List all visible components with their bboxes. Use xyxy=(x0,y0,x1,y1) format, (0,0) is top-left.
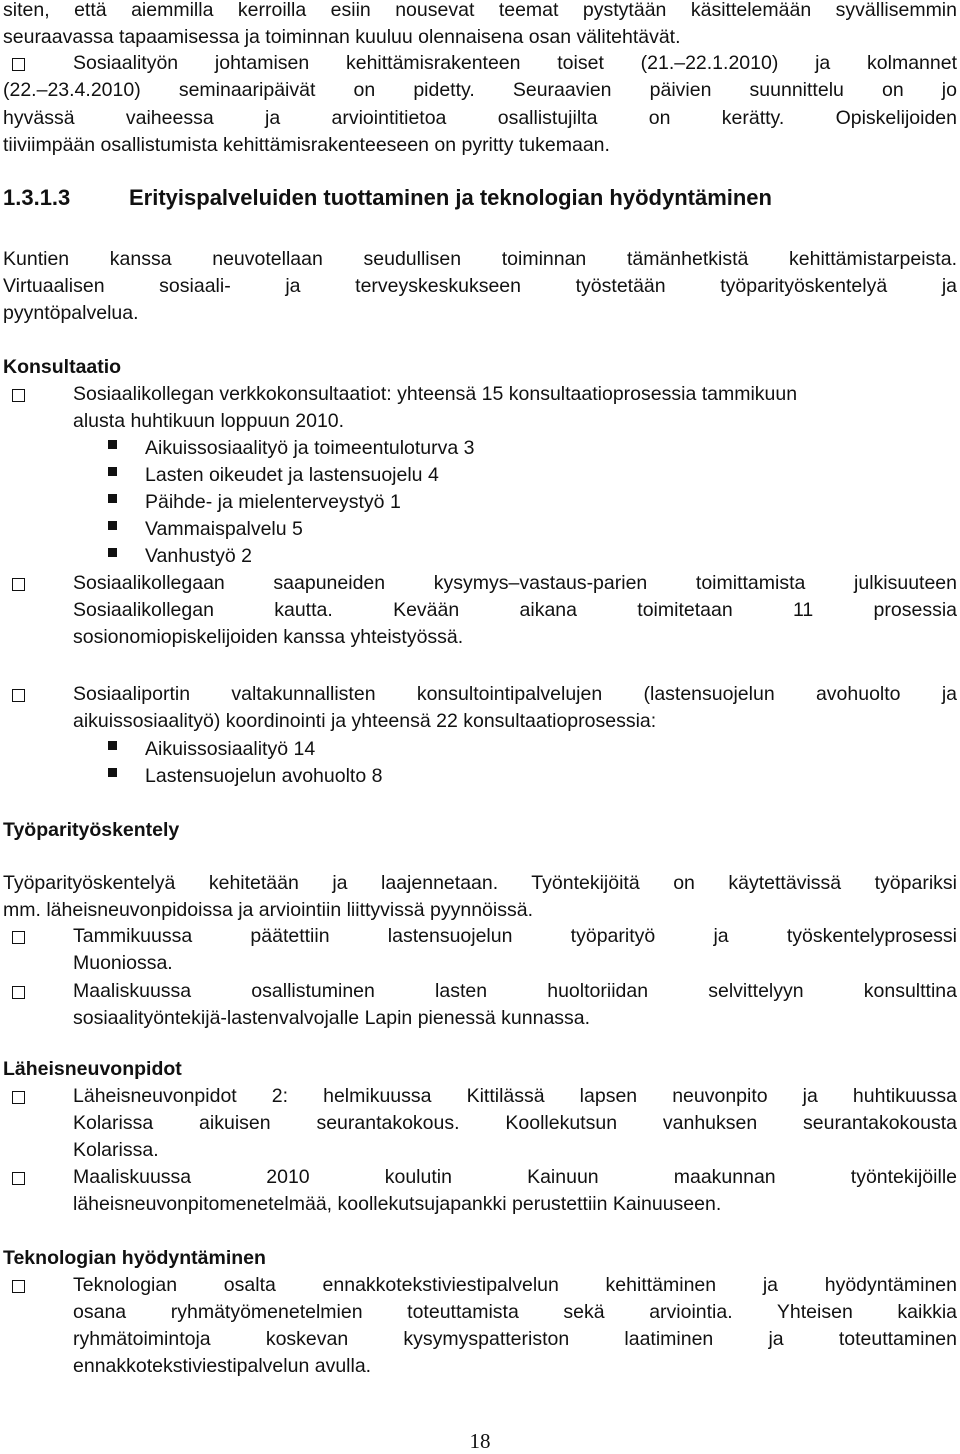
text-line: siten, että aiemmilla kerroilla esiin nousevat teemat pystytään käsittelemään syvällisemmin xyxy=(3,0,957,21)
text-line: Kolarissa aikuisen seurantakokous. Koollekutsun vanhuksen seurantakokousta xyxy=(73,1112,957,1134)
text-line: alusta huhtikuun loppuun 2010. xyxy=(73,410,345,432)
subheading: Työparityöskentely xyxy=(3,819,180,841)
text-line: Maaliskuussa osallistuminen lasten huoltoriidan selvittelyyn konsulttina xyxy=(73,980,957,1002)
text-line: ennakkotekstiviestipalvelun avulla. xyxy=(73,1355,372,1377)
subheading: Konsultaatio xyxy=(3,356,122,378)
text-line: Sosiaalikollegan kautta. Kevään aikana toimitetaan 11 prosessia xyxy=(73,599,957,621)
text-line: Tammikuussa päätettiin lastensuojelun työparityö ja työskentelyprosessi xyxy=(73,925,957,947)
square-bullet-icon xyxy=(108,548,117,557)
square-bullet-icon xyxy=(108,494,117,503)
text-line: sosionomiopiskelijoiden kanssa yhteistyössä. xyxy=(73,626,464,648)
list-item: Päihde- ja mielenterveystyö 1 xyxy=(145,491,401,513)
checkbox-bullet-icon xyxy=(12,578,25,591)
text-line: Läheisneuvonpidot 2: helmikuussa Kittilässä lapsen neuvonpito ja huhtikuussa xyxy=(73,1085,957,1107)
text-line: seuraavassa tapaamisessa ja toiminnan kuuluu olennaisena osan välitehtävät. xyxy=(3,26,681,48)
text-line: Maaliskuussa 2010 koulutin Kainuun maakunnan työntekijöille xyxy=(73,1166,957,1188)
list-item: Vanhustyö 2 xyxy=(145,545,252,567)
text-line: Virtuaalisen sosiaali- ja terveyskeskukseen työstetään työparityöskentelyä ja xyxy=(3,275,957,297)
section-number: 1.3.1.3 xyxy=(3,185,71,210)
text-line: Sosiaaliportin valtakunnallisten konsultointipalvelujen (lastensuojelun avohuolto ja xyxy=(73,683,957,705)
square-bullet-icon xyxy=(108,467,117,476)
text-line: mm. läheisneuvonpidoissa ja arviointiin liittyvissä pyynnöissä. xyxy=(3,899,533,921)
text-line: Työparityöskentelyä kehitetään ja laajennetaan. Työntekijöitä on käytettävissä työpariksi xyxy=(3,872,957,894)
text-line: Kuntien kanssa neuvotellaan seudullisen toiminnan tämänhetkistä kehittämistarpeista. xyxy=(3,248,957,270)
section-heading xyxy=(3,184,957,211)
checkbox-bullet-icon xyxy=(12,689,25,702)
checkbox-bullet-icon xyxy=(12,1280,25,1293)
list-item: Vammaispalvelu 5 xyxy=(145,518,303,540)
text-line: osana ryhmätyömenetelmien toteuttamista sekä arviointia. Yhteisen kaikkia xyxy=(73,1301,957,1323)
checkbox-bullet-icon xyxy=(12,986,25,999)
text-line: hyvässä vaiheessa ja arviointitietoa osallistujilta on kerätty. Opiskelijoiden xyxy=(3,107,957,129)
text-line: Kolarissa. xyxy=(73,1139,159,1161)
list-item: Aikuissosiaalityö ja toimeentuloturva 3 xyxy=(145,437,475,459)
subheading: Läheisneuvonpidot xyxy=(3,1058,182,1080)
text-line: Teknologian osalta ennakkotekstiviestipalvelun kehittäminen ja hyödyntäminen xyxy=(73,1274,957,1296)
list-item: Lastensuojelun avohuolto 8 xyxy=(145,765,383,787)
square-bullet-icon xyxy=(108,440,117,449)
text-line: (22.–23.4.2010) seminaaripäivät on pidetty. Seuraavien päivien suunnittelu on jo xyxy=(3,79,957,101)
text-line: läheisneuvonpitomenetelmää, koollekutsujapankki perustettiin Kainuuseen. xyxy=(73,1193,722,1215)
text-line: sosiaalityöntekijä-lastenvalvojalle Lapin pienessä kunnassa. xyxy=(73,1007,591,1029)
list-item: Lasten oikeudet ja lastensuojelu 4 xyxy=(145,464,439,486)
text-line: ryhmätoimintoja koskevan kysymyspatteriston laatiminen ja toteuttaminen xyxy=(73,1328,957,1350)
text-line: Sosiaalikollegan verkkokonsultaatiot: yhteensä 15 konsultaatioprosessia tammikuun xyxy=(73,383,798,405)
square-bullet-icon xyxy=(108,741,117,750)
square-bullet-icon xyxy=(108,521,117,530)
subheading: Teknologian hyödyntäminen xyxy=(3,1247,266,1269)
text-line: Sosiaalityön johtamisen kehittämisrakenteen toiset (21.–22.1.2010) ja kolmannet xyxy=(73,52,957,74)
page-number: 18 xyxy=(469,1429,491,1453)
checkbox-bullet-icon xyxy=(12,1172,25,1185)
checkbox-bullet-icon xyxy=(12,1091,25,1104)
text-line: Sosiaalikollegaan saapuneiden kysymys–vastaus-parien toimittamista julkisuuteen xyxy=(73,572,957,594)
text-line: pyyntöpalvelua. xyxy=(3,302,139,324)
square-bullet-icon xyxy=(108,768,117,777)
checkbox-bullet-icon xyxy=(12,58,25,71)
text-line: aikuissosiaalityö) koordinointi ja yhteensä 22 konsultaatioprosessia: xyxy=(73,710,657,732)
checkbox-bullet-icon xyxy=(12,389,25,402)
text-line: Muoniossa. xyxy=(73,952,173,974)
section-title: Erityispalveluiden tuottaminen ja teknologian hyödyntäminen xyxy=(129,185,772,210)
text-line: tiiviimpään osallistumista kehittämisrakenteeseen on pyritty tukemaan. xyxy=(3,134,610,156)
checkbox-bullet-icon xyxy=(12,931,25,944)
list-item: Aikuissosiaalityö 14 xyxy=(145,738,316,760)
